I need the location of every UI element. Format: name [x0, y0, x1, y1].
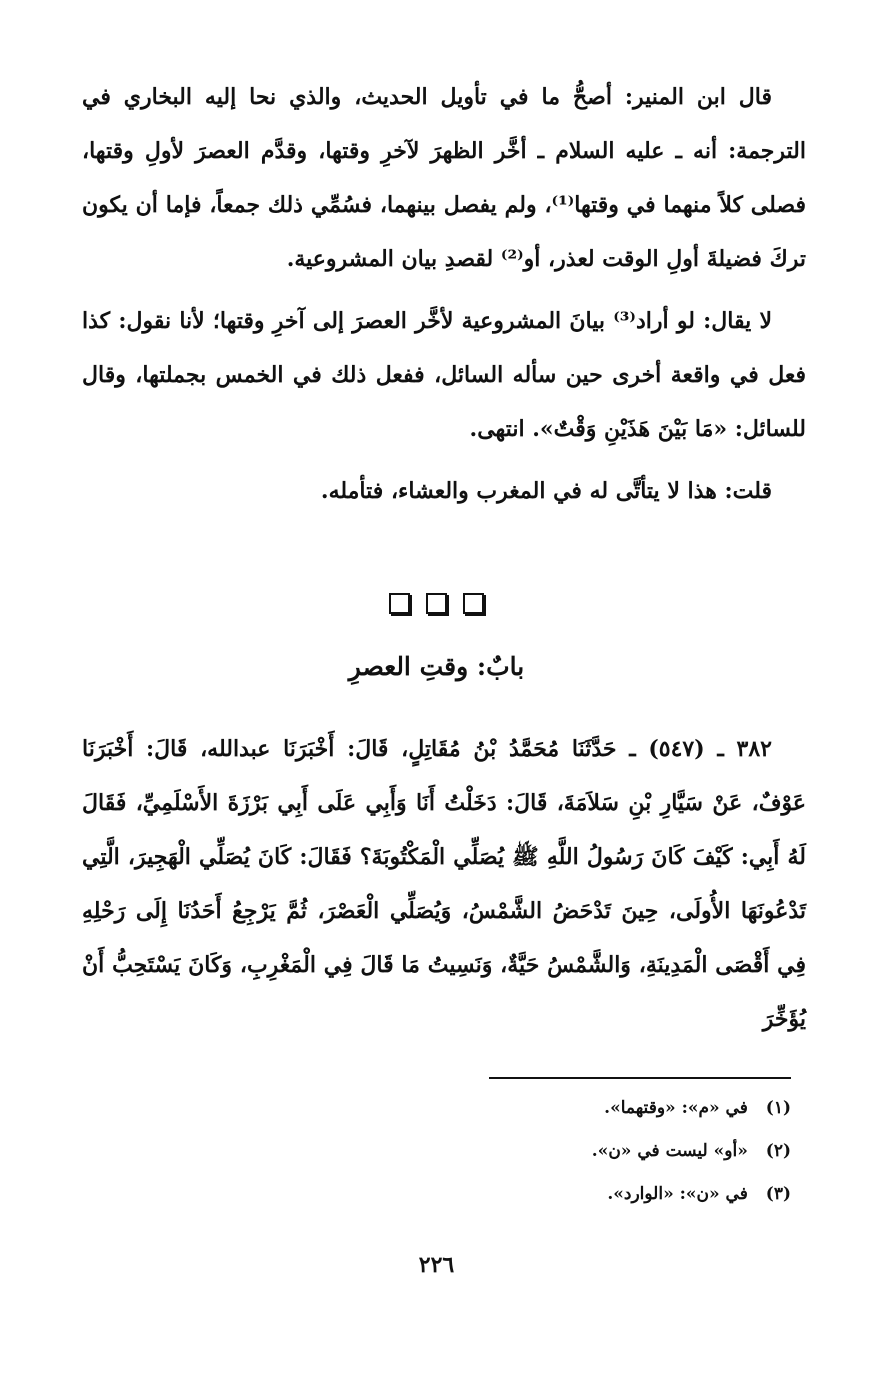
separator-square-icon	[463, 593, 484, 614]
footnote-text: في «ن»: «الوارد».	[607, 1184, 748, 1204]
footnote-text: «أو» ليست في «ن».	[591, 1141, 748, 1161]
page-number: ٢٢٦	[418, 1252, 455, 1278]
separator-square-icon	[426, 593, 447, 614]
footnote-item	[67, 1092, 791, 1125]
footnote-number: (١)	[765, 1098, 791, 1118]
footnote-number: (٢)	[765, 1141, 791, 1161]
hadith-block	[82, 722, 806, 1046]
commentary-paragraph-2: لا يقال: لو أراد⁽³⁾ بيانَ المشروعية لأخَّر العصرَ إلى آخرِ وقتها؛ لأنا نقول: كذا فعل في واقعة أخرى حين سأله السائل، ففعل ذلك في الخمس بجملتها، وقال للسائل: «مَا بَيْنَ هَذَيْنِ وَقْتٌ». انتهى.	[82, 308, 806, 442]
separator-square-icon	[389, 593, 410, 614]
footnote-item	[67, 1135, 791, 1168]
footnote-text: في «م»: «وقتهما».	[604, 1098, 748, 1118]
hadith-text: ٣٨٢ ـ (٥٤٧) ـ حَدَّثَنَا مُحَمَّدُ بْنُ مُقَاتِلٍ، قَالَ: أَخْبَرَنَا عبدالله، قَالَ: أَخْبَرَنَا عَوْفٌ، عَنْ سَيَّارِ بْنِ سَلاَمَةَ، قَالَ: دَخَلْتُ أَنَا وَأَبِي عَلَى أَبِي بَرْزَةَ الأَسْلَمِيِّ، فَقَالَ لَهُ أَبِي: كَيْفَ كَانَ رَسُولُ اللَّهِ ﷺ يُصَلِّي الْمَكْتُوبَةَ؟ فَقَالَ: كَانَ يُصَلِّي الْهَجِيرَ، الَّتِي تَدْعُونَهَا الأُولَى، حِينَ تَدْحَضُ الشَّمْسُ، وَيُصَلِّي الْعَصْرَ، ثُمَّ يَرْجِعُ أَحَدُنَا إِلَى رَحْلِهِ فِي أَقْصَى الْمَدِينَةِ، وَالشَّمْسُ حَيَّةٌ، وَنَسِيتُ مَا قَالَ فِي الْمَغْرِبِ، وَكَانَ يَسْتَحِبُّ أَنْ يُؤَخِّرَ	[82, 736, 806, 1032]
section-separator	[0, 593, 873, 618]
footnotes	[67, 1092, 791, 1221]
chapter-heading: بابٌ: وقتِ العصرِ	[348, 652, 525, 681]
commentary-paragraph-1: قال ابن المنير: أصحُّ ما في تأويل الحديث، والذي نحا إليه البخاري في الترجمة: أنه ـ عليه السلام ـ أخَّر الظهرَ لآخرِ وقتها، وقدَّم العصرَ لأولِ وقتها، فصلى كلاً منهما في وقتها⁽¹⁾، ولم يفصل بينهما، فسُمِّي ذلك جمعاً، فإما أن يكون تركَ فضيلةَ أولِ الوقت لعذر، أو⁽²⁾ لقصدِ بيان المشروعية.	[82, 84, 806, 272]
commentary-block	[82, 70, 806, 518]
commentary-paragraph-3: قلت: هذا لا يتأتَّى له في المغرب والعشاء، فتأمله.	[320, 478, 772, 504]
footnote-divider	[489, 1077, 791, 1079]
footnote-number: (٣)	[765, 1184, 791, 1204]
footnote-item	[67, 1178, 791, 1211]
